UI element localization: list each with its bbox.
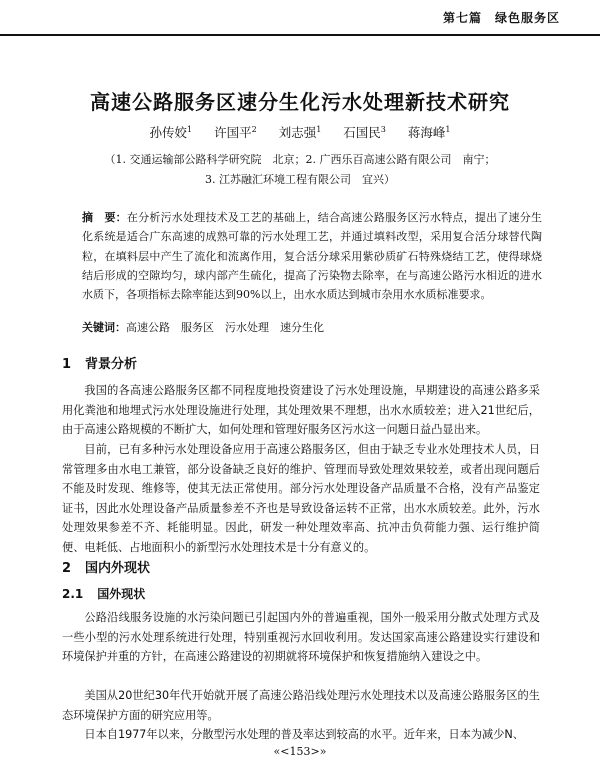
author: 蒋海峰$^1$ [407, 124, 451, 140]
keywords-text: 高速公路 服务区 污水处理 速分生化 [126, 321, 324, 334]
keywords [82, 318, 542, 337]
section-heading: 2 国内外现状 [62, 561, 151, 576]
author: 孙传姣$^1$ [149, 124, 193, 140]
author: 石国民$^3$ [343, 124, 386, 140]
running-header [0, 0, 600, 36]
running-header-text: 第七篇 绿色服务区 [442, 11, 560, 25]
author: 刘志强$^1$ [278, 124, 322, 140]
affiliation-line: （1. 交通运输部公路科学研究院 北京；2. 广西乐百高速公路有限公司 南宁； [104, 153, 496, 166]
body-paragraph: 日本自1977年以来，分散型污水处理的普及率达到较高的水平。近年来，日本为减少N、 [84, 728, 524, 741]
affiliations [60, 150, 540, 190]
section-heading: 1 背景分析 [62, 357, 138, 372]
body-paragraph: 公路沿线服务设施的水污染问题已引起国内外的普遍重视，国外一般采用分散式处理方式及一些小型的污水处理系统进行处理，特别重视污水回收利用。发达国家高速公路建设实行建设和环境保护并重的方针，在高速公路建设的初期就将环境保护和恢复措施纳入建设之中。 [62, 611, 540, 663]
author-list [0, 123, 600, 141]
abstract [82, 208, 542, 304]
body-paragraph: 目前，已有多种污水处理设备应用于高速公路服务区，但由于缺乏专业水处理技术人员，日常管理多由水电工兼管，部分设备缺乏良好的维护、管理而导致处理效果较差，或者出现问题后不能及时发现、维修等，使其无法正常使用。部分污水处理设备产品质量不合格，没有产品鉴定证书，因此水处理设备产品质量参差不齐也是导致设备运转不正常，出水水质较差。此外，污水处理效果参差不齐、耗能明显。因此，研发一种处理效率高、抗冲击负荷能力强、运行维护简便、电耗低、占地面积小的新型污水处理技术是十分有意义的。 [62, 443, 540, 554]
page-number: «<153>» [273, 745, 327, 758]
abstract-text: 在分析污水处理技术及工艺的基础上，结合高速公路服务区污水特点，提出了速分生化系统是适合广东高速的成熟可靠的污水处理工艺，并通过填料改型，采用复合活分球替代陶粒，在填料层中产生了流化和流离作用，复合活分球采用紫砂质矿石特殊烧结工艺，使得球烧结后形成的空隙均匀，球内部产生硫化，提高了污染物去除率，在与高速公路污水相近的进水水质下，各项指标去除率能达到90%以上，出水水质达到城市杂用水水质标准要求。 [82, 211, 543, 302]
affiliation-line: 3. 江苏融汇环境工程有限公司 宜兴） [205, 173, 395, 186]
keywords-label: 关键词： [82, 321, 126, 334]
abstract-label: 摘 要： [82, 211, 127, 224]
paper-title: 高速公路服务区速分生化污水处理新技术研究 [90, 90, 510, 114]
author: 许国平$^2$ [214, 124, 257, 140]
subsection-heading: 2.1 国外现状 [62, 587, 146, 601]
body-paragraph: 我国的各高速公路服务区都不同程度地投资建设了污水处理设施，早期建设的高速公路多采用化粪池和地埋式污水处理设施进行处理，其处理效果不理想，出水水质较差；进入21世纪后，由于高速公路规模的不断扩大，如何处理和管理好服务区污水这一问题日益凸显出来。 [62, 384, 540, 436]
body-paragraph: 美国从20世纪30年代开始就开展了高速公路沿线处理污水处理技术以及高速公路服务区的生态环境保护方面的研究应用等。 [62, 689, 540, 722]
